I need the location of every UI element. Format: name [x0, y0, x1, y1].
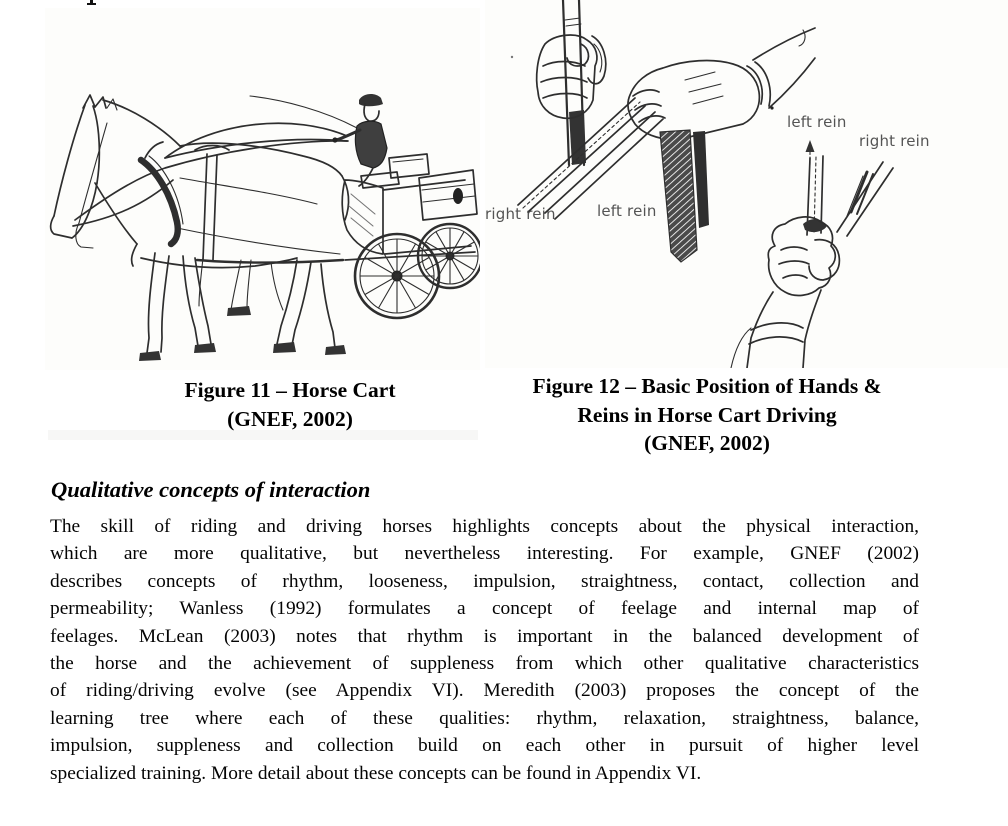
- rein-label-left-lower: left rein: [597, 202, 657, 220]
- paragraph-line: of riding/driving evolve (see Appendix VI). Meredith (2003) proposes the concept of the: [50, 680, 919, 702]
- horse-foreground: [51, 95, 349, 361]
- section-heading: Qualitative concepts of interaction: [51, 477, 371, 502]
- horse-cart-illustration: [45, 8, 480, 370]
- caption-line: (GNEF, 2002): [644, 431, 770, 455]
- caption-line: Figure 11 – Horse Cart: [184, 378, 396, 402]
- figure-12-image: [485, 0, 1008, 368]
- figure-11-image: [45, 8, 480, 370]
- rein-label-right-upper: right rein: [859, 132, 930, 150]
- caption-line: Figure 12 – Basic Position of Hands &: [532, 374, 882, 398]
- driver: [332, 94, 387, 186]
- body-paragraph: [50, 513, 919, 787]
- rein-label-right-lower: right rein: [485, 205, 556, 223]
- paragraph-line: learning tree where each of these qualities: rhythm, relaxation, straightness, balance,: [50, 707, 919, 729]
- paragraph-line: permeability; Wanless (1992) formulates a concept of feelage and internal map of: [50, 598, 919, 620]
- paragraph-line: describes concepts of rhythm, looseness, impulsion, straightness, contact, collection and: [50, 570, 919, 592]
- paragraph-line: the horse and the achievement of suppleness from which other qualitative characteristics: [50, 652, 919, 674]
- rein-label-left-upper: left rein: [787, 113, 847, 131]
- paragraph-line: which are more qualitative, but nevertheless interesting. For example, GNEF (2002): [50, 543, 919, 565]
- gloved-hand-drawing: [518, 28, 815, 262]
- paragraph-line: impulsion, suppleness and collection build on each other in pursuit of higher level: [50, 735, 919, 757]
- caption-line: (GNEF, 2002): [227, 406, 353, 431]
- rein-hand-drawing: [731, 140, 893, 368]
- caption-line: Reins in Horse Cart Driving: [577, 402, 837, 427]
- fist-and-whip-drawing: [511, 0, 606, 165]
- figure-12-caption: [505, 372, 909, 458]
- figure-11-caption: [95, 376, 485, 433]
- paragraph-line: specialized training. More detail about these concepts can be found in Appendix VI.: [50, 762, 702, 784]
- paragraph-line: The skill of riding and driving horses highlights concepts about the physical interaction,: [50, 516, 919, 537]
- wheel-front: [418, 224, 480, 288]
- paragraph-line: feelages. McLean (2003) notes that rhythm is important in the balanced development of: [50, 625, 919, 647]
- hands-reins-illustration: [485, 0, 1008, 368]
- harness: [141, 142, 340, 260]
